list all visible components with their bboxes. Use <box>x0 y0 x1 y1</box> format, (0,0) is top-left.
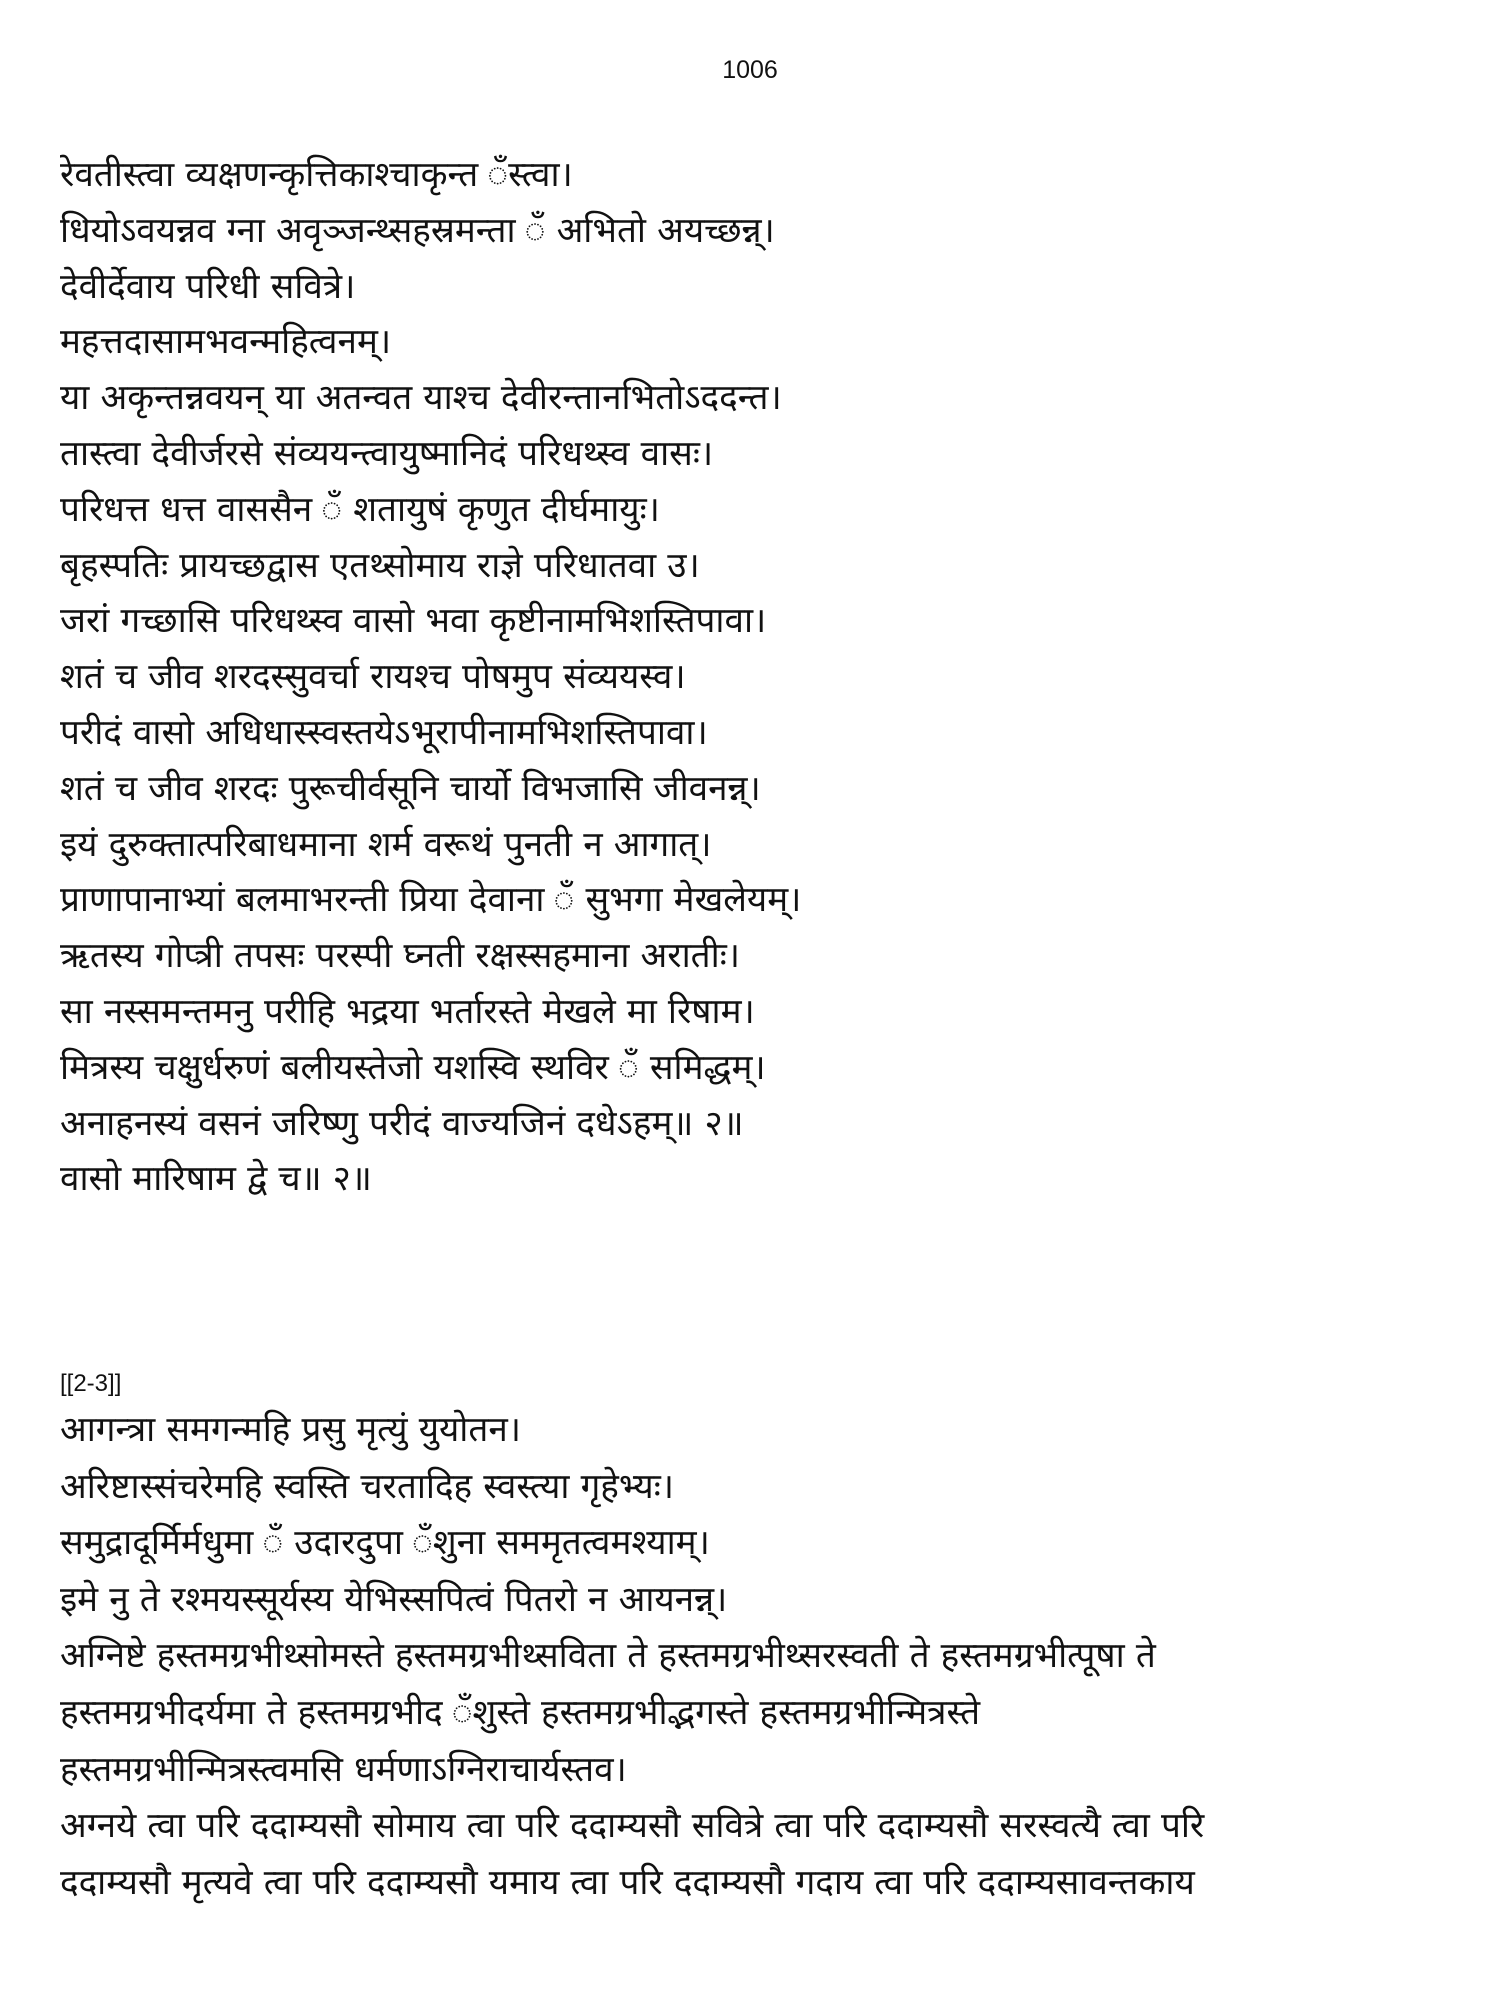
verse-line: अनाहनस्यं वसनं जरिष्णु परीदं वाज्यजिनं दधेऽहम्॥ २॥ <box>60 1103 744 1144</box>
verse-line: इमे नु ते रश्मयस्सूर्यस्य येभिस्सपित्वं पितरो न आयनन्न्। <box>60 1579 728 1620</box>
verse-line: धियोऽवयन्नव ग्ना अवृञ्जन्थ्सहस्रमन्ता ँ अभितो अयच्छन्न्। <box>60 210 775 251</box>
verse-line: वासो मारिषाम द्वे च॥ २॥ <box>60 1159 372 1200</box>
verse-line: अग्नये त्वा परि ददाम्यसौ सोमाय त्वा परि ददाम्यसौ सवित्रे त्वा परि ददाम्यसौ सरस्वत्यै त्वा परि <box>60 1806 1205 1847</box>
verse-line: अरिष्टास्संचरेमहि स्वस्ति चरतादिह स्वस्त्या गृहेभ्यः। <box>60 1466 675 1507</box>
verse-line: बृहस्पतिः प्रायच्छद्वास एतथ्सोमाय राज्ञे परिधातवा उ। <box>60 545 700 586</box>
verse-line: हस्तमग्रभीदर्यमा ते हस्तमग्रभीद ँशुस्ते हस्तमग्रभीद्भगस्ते हस्तमग्रभीन्मित्रस्ते <box>60 1692 981 1733</box>
verse-line: शतं च जीव शरदः पुरूचीर्वसूनि चार्यो विभजासि जीवनन्न्। <box>60 768 761 809</box>
verse-line: मित्रस्य चक्षुर्धरुणं बलीयस्तेजो यशस्वि स्थविर ँ समिद्धम्। <box>60 1047 766 1088</box>
page-number: 1006 <box>722 56 778 84</box>
verse-block-2 <box>60 1402 1460 1911</box>
verse-line: या अकृन्तन्नवयन् या अतन्वत याश्च देवीरन्तानभितोऽददन्त। <box>60 378 782 419</box>
verse-line: तास्त्वा देवीर्जरसे संव्ययन्त्वायुष्मानिदं परिधथ्स्व वासः। <box>60 433 714 474</box>
verse-line: प्राणापानाभ्यां बलमाभरन्ती प्रिया देवाना ँ सुभगा मेखलेयम्। <box>60 880 802 921</box>
verse-line: शतं च जीव शरदस्सुवर्चा रायश्च पोषमुप संव्ययस्व। <box>60 657 686 698</box>
section-label: [[2-3]] <box>60 1370 122 1397</box>
verse-line: आगन्त्रा समगन्महि प्रसु मृत्युं युयोतन। <box>60 1410 522 1450</box>
verse-line: ददाम्यसौ मृत्यवे त्वा परि ददाम्यसौ यमाय त्वा परि ददाम्यसौ गदाय त्वा परि ददाम्यसावन्तकाय <box>60 1862 1195 1903</box>
verse-line: रेवतीस्त्वा व्यक्षणन्कृत्तिकाश्चाकृन्त ँस्त्वा। <box>60 155 573 195</box>
verse-block-1 <box>60 148 1460 1208</box>
verse-line: महत्तदासामभवन्महित्वनम्। <box>60 322 392 363</box>
verse-line: इयं दुरुक्तात्परिबाधमाना शर्म वरूथं पुनती न आगात्। <box>60 824 712 865</box>
verse-line: जरां गच्छासि परिधथ्स्व वासो भवा कृष्टीनामभिशस्तिपावा। <box>60 601 767 642</box>
verse-line: हस्तमग्रभीन्मित्रस्त्वमसि धर्मणाऽग्निराचार्यस्तव। <box>60 1749 627 1790</box>
verse-line: अग्निष्टे हस्तमग्रभीथ्सोमस्ते हस्तमग्रभीथ्सविता ते हस्तमग्रभीथ्सरस्वती ते हस्तमग्रभीत्पूषा ते <box>60 1636 1156 1677</box>
verse-line: समुद्रादूर्मिर्मधुमा ँ उदारदुपा ँशुना सममृतत्वमश्याम्। <box>60 1523 710 1564</box>
verse-line: परीदं वासो अधिधास्स्वस्तयेऽभूरापीनामभिशस्तिपावा। <box>60 712 708 753</box>
verse-line: देवीर्देवाय परिधी सवित्रे। <box>60 266 356 307</box>
verse-line: परिधत्त धत्त वाससैन ँ शतायुषं कृणुत दीर्घमायुः। <box>60 489 660 530</box>
verse-line: सा नस्समन्तमनु परीहि भद्रया भर्तारस्ते मेखले मा रिषाम। <box>60 991 755 1032</box>
verse-line: ऋतस्य गोप्त्री तपसः परस्पी घ्नती रक्षस्सहमाना अरातीः। <box>60 936 741 977</box>
